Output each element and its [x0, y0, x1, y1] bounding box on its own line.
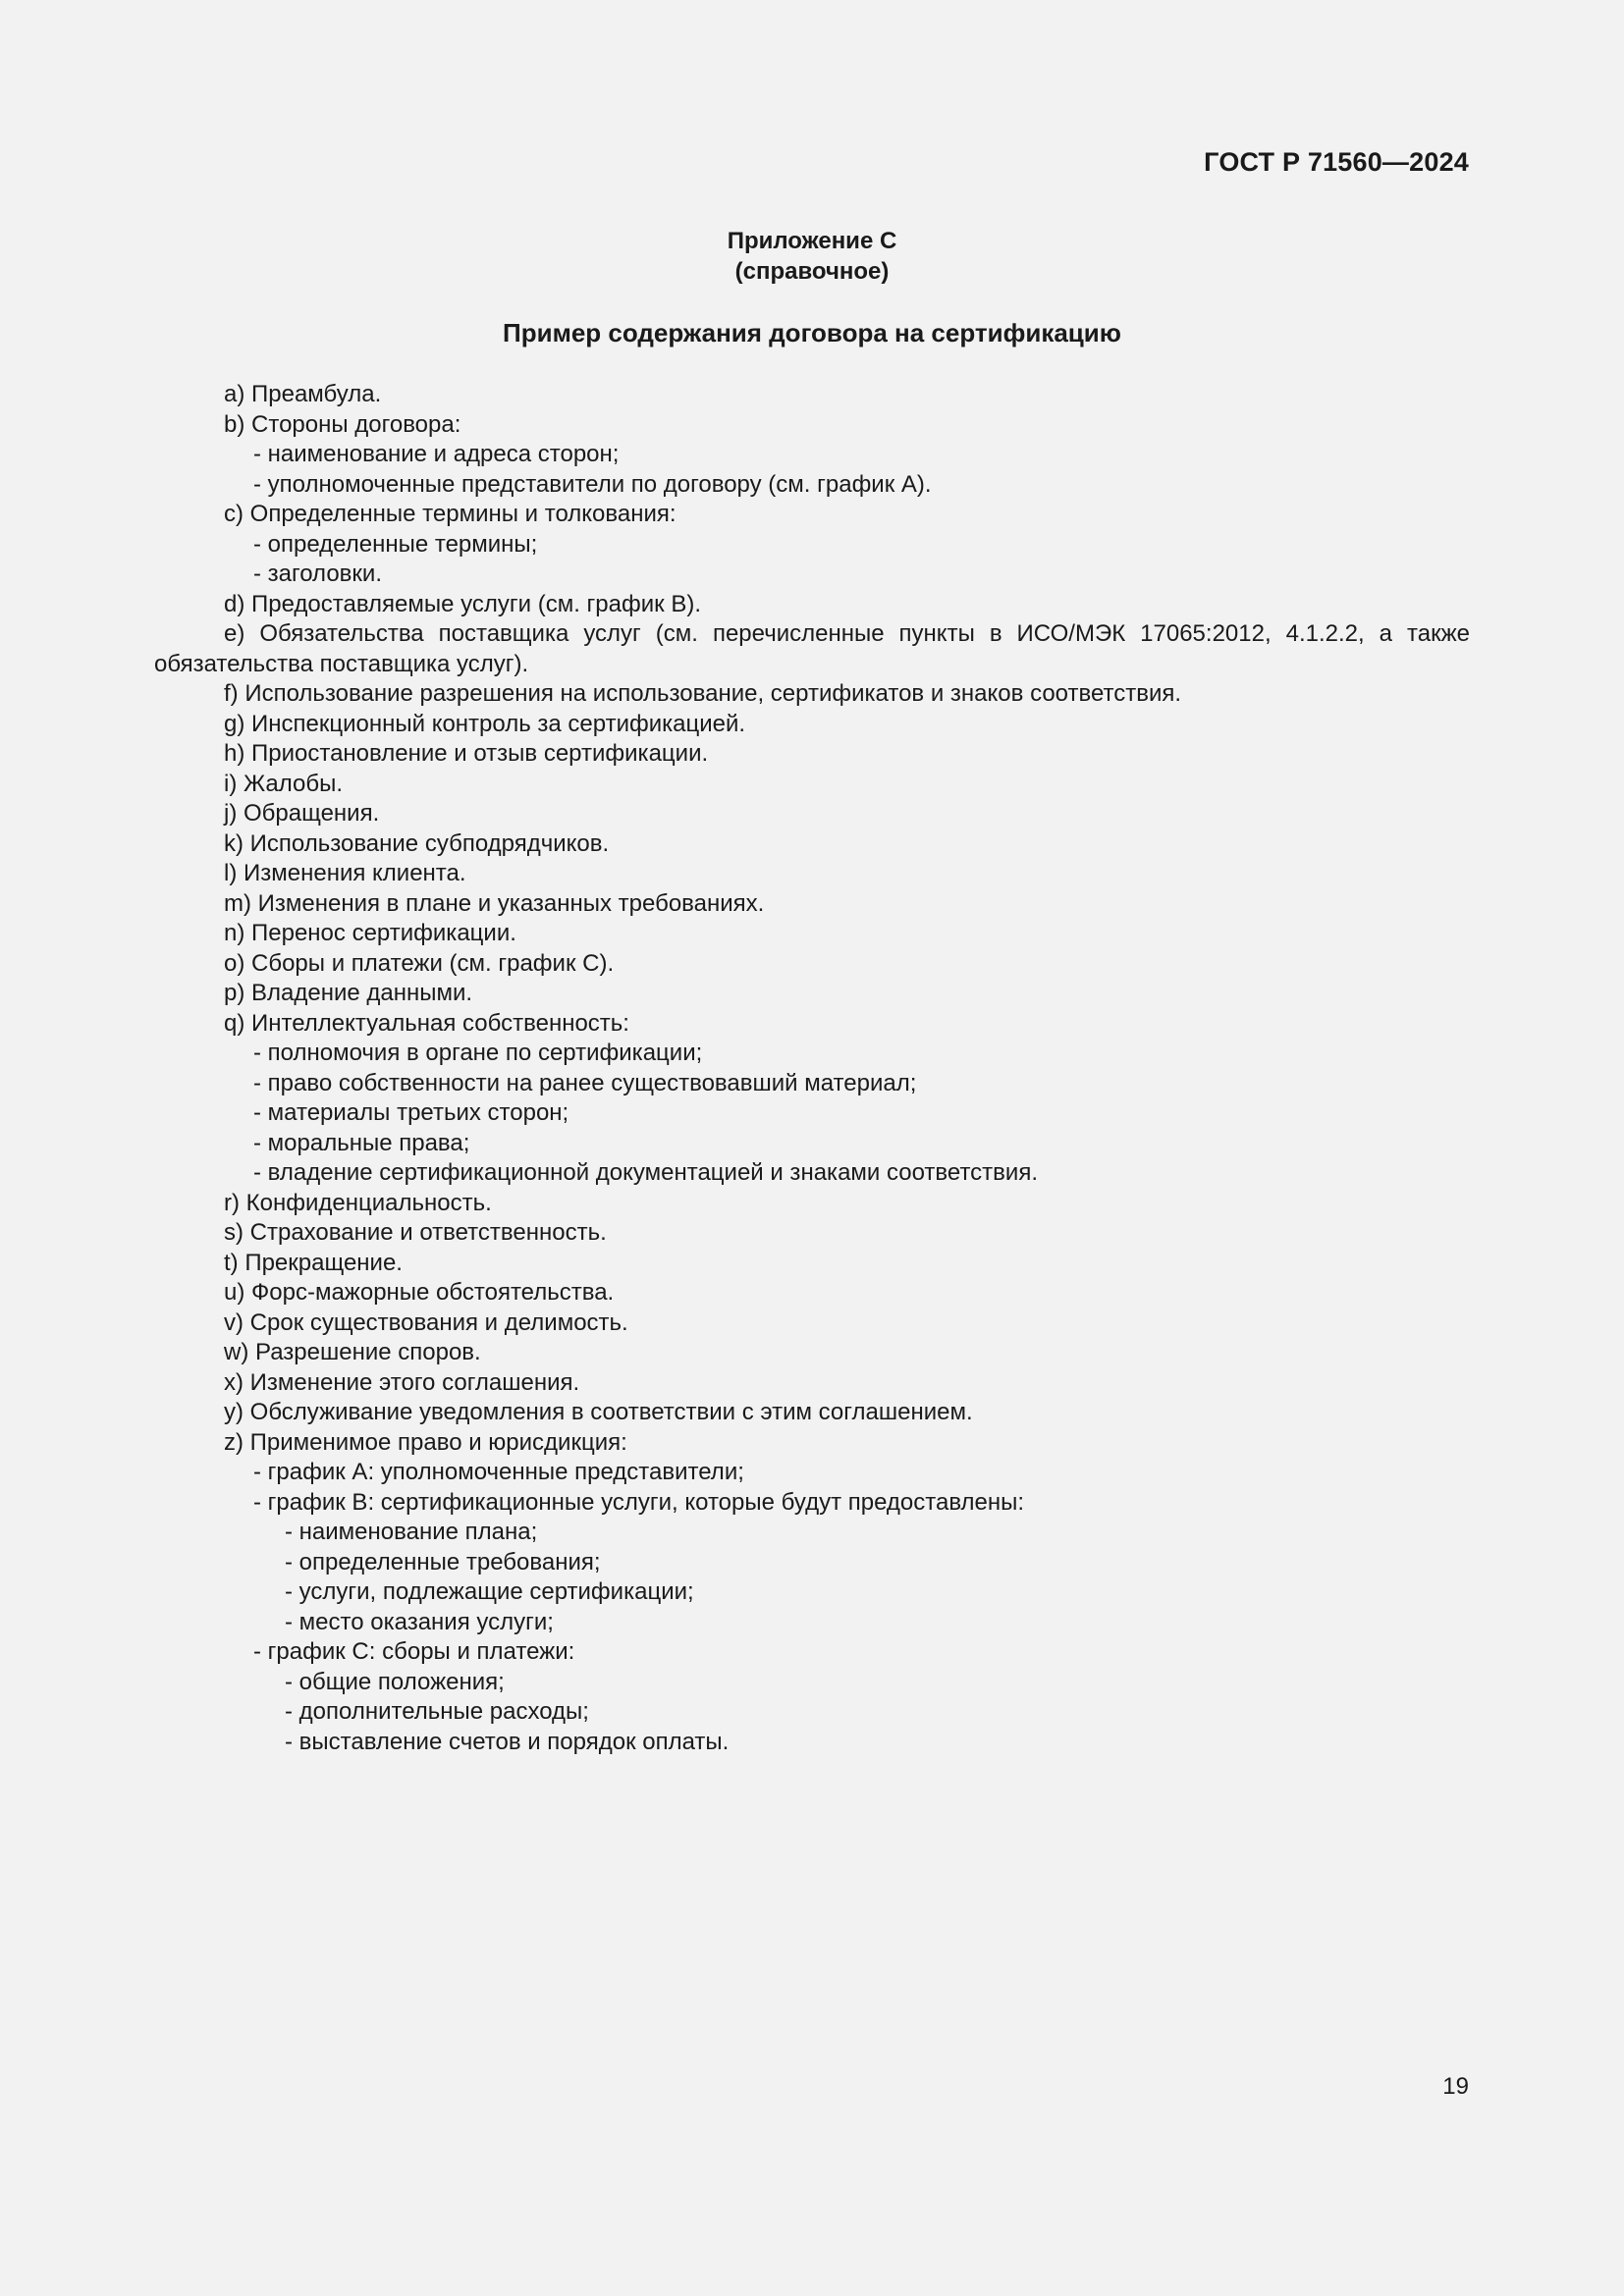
list-item: z) Применимое право и юрисдикция:: [224, 1428, 627, 1456]
sub-list-item: - определенные термины;: [253, 530, 538, 558]
sub-list-item: - график С: сборы и платежи:: [253, 1638, 575, 1665]
list-item: b) Стороны договора:: [224, 410, 461, 438]
list-item: j) Обращения.: [224, 800, 380, 827]
list-item: w) Разрешение споров.: [224, 1339, 481, 1365]
list-item: o) Сборы и платежи (см. график С).: [224, 949, 615, 977]
sub-list-item: - право собственности на ранее существовавший материал;: [253, 1069, 917, 1096]
list-item: n) Перенос сертификации.: [224, 920, 516, 946]
list-item: h) Приостановление и отзыв сертификации.: [224, 740, 709, 767]
list-item: k) Использование субподрядчиков.: [224, 829, 610, 857]
sub-list-item: - полномочия в органе по сертификации;: [253, 1040, 703, 1066]
list-item: i) Жалобы.: [224, 770, 344, 797]
list-item: u) Форс-мажорные обстоятельства.: [224, 1279, 615, 1306]
sub-list-item: - наименование плана;: [285, 1519, 538, 1545]
sub-list-item: - определенные требования;: [285, 1548, 601, 1575]
document-code: ГОСТ Р 71560—2024: [1204, 147, 1469, 177]
sub-list-item: - моральные права;: [253, 1129, 470, 1156]
sub-list-item: - услуги, подлежащие сертификации;: [285, 1578, 694, 1605]
list-item: g) Инспекционный контроль за сертификацией.: [224, 710, 746, 737]
sub-list-item: - материалы третьих сторон;: [253, 1099, 569, 1126]
list-item: s) Страхование и ответственность.: [224, 1219, 607, 1246]
list-item: m) Изменения в плане и указанных требованиях.: [224, 889, 765, 917]
list-item: v) Срок существования и делимость.: [224, 1308, 628, 1336]
page-title: Пример содержания договора на сертификацию: [503, 318, 1121, 347]
list-item: t) Прекращение.: [224, 1249, 403, 1276]
sub-list-item: - уполномоченные представители по договору (см. график А).: [253, 470, 932, 498]
list-item: c) Определенные термины и толкования:: [224, 501, 677, 527]
appendix-type: (справочное): [734, 258, 890, 285]
sub-list-item: - место оказания услуги;: [285, 1608, 554, 1635]
sub-list-item: - наименование и адреса сторон;: [253, 441, 620, 467]
sub-list-item: - заголовки.: [253, 561, 383, 587]
sub-list-item: - общие положения;: [285, 1668, 505, 1695]
list-item: r) Конфиденциальность.: [224, 1189, 492, 1216]
sub-list-item: - выставление счетов и порядок оплаты.: [285, 1728, 730, 1755]
appendix-label: Приложение С: [727, 228, 897, 254]
list-item: q) Интеллектуальная собственность:: [224, 1009, 629, 1037]
appendix-heading: [0, 226, 1624, 287]
list-item: a) Преамбула.: [224, 381, 382, 407]
list-item: d) Предоставляемые услуги (см. график В).: [224, 590, 701, 617]
list-item: p) Владение данными.: [224, 980, 473, 1006]
sub-list-item: - график В: сертификационные услуги, которые будут предоставлены:: [253, 1488, 1025, 1516]
list-item: f) Использование разрешения на использование, сертификатов и знаков соответствия.: [224, 680, 1182, 707]
sub-list-item: - график А: уполномоченные представители;: [253, 1459, 744, 1485]
page-number: 19: [1442, 2073, 1469, 2100]
list-item: e) Обязательства поставщика услуг (см. перечисленные пункты в ИСО/МЭК 17065:2012, 4.1.2.2, а также обязательства поставщика услуг).: [154, 620, 1470, 677]
list-item: x) Изменение этого соглашения.: [224, 1368, 580, 1396]
sub-list-item: - дополнительные расходы;: [285, 1698, 589, 1725]
sub-list-item: - владение сертификационной документацией и знаками соответствия.: [253, 1159, 1038, 1186]
list-item: y) Обслуживание уведомления в соответствии с этим соглашением.: [224, 1399, 973, 1425]
contract-items-list: [154, 380, 1470, 1757]
list-item: l) Изменения клиента.: [224, 860, 466, 886]
